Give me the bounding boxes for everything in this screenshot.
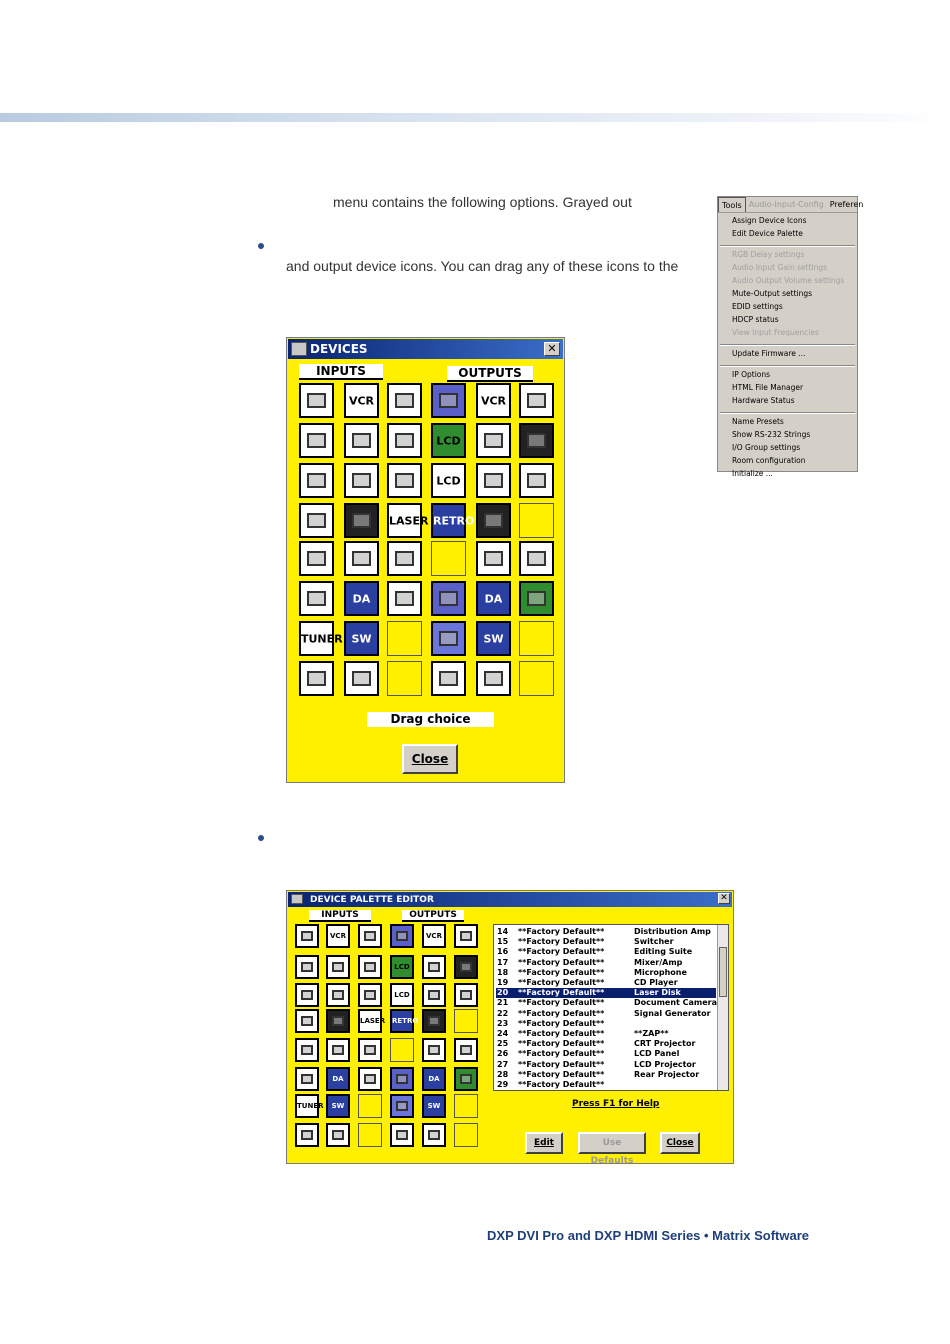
empty-slot [454,1123,478,1147]
list-item-source: **Factory Default** [518,1069,605,1079]
amplifier-icon[interactable] [387,581,422,616]
list-item-name: LCD Panel [634,1049,680,1059]
amplifier-icon-shape [364,1074,376,1084]
signal-generator-icon[interactable] [454,1038,478,1062]
monitor-icon-shape [439,591,458,607]
mic-stand-icon[interactable] [387,541,422,576]
sw-icon[interactable] [476,621,511,656]
list-item-number: 17 [497,957,509,967]
monitor-icon[interactable] [431,383,466,418]
speakers-icon-shape [527,433,546,449]
turntable-icon-shape [364,990,376,1000]
menu-item-hardware-status[interactable]: Hardware Status [732,396,795,405]
help-link[interactable]: Press F1 for Help [572,1099,660,1109]
laptop-icon[interactable] [299,463,334,498]
menu-item-hdcp-status[interactable]: HDCP status [732,315,779,324]
list-item-source: **Factory Default** [518,937,605,947]
list-item-number: 16 [497,947,509,957]
list-item-name: Mixer/Amp [634,957,683,967]
palette-editor-dialog [286,890,734,1164]
menu-item-audio-input-gain-settings[interactable]: Audio Input Gain settings [732,263,828,272]
lcd-panel-icon[interactable] [390,955,414,979]
tools-menu [717,196,864,478]
tuner-icon[interactable] [299,621,343,656]
page-footer: DXP DVI Pro and DXP HDMI Series • Matrix Software [487,1228,809,1243]
microphone-icon-shape [395,433,414,449]
control-panel-icon[interactable] [476,661,511,696]
laptop-icon[interactable] [295,983,319,1007]
empty-slot [390,1038,414,1062]
list-item-source: **Factory Default** [518,998,605,1008]
list-item-source: **Factory Default** [518,1018,605,1028]
telephone-icon[interactable] [326,1009,350,1033]
inputs-label: INPUTS [299,364,383,380]
camcorder-icon[interactable] [299,661,334,696]
telephone-icon[interactable] [422,1009,446,1033]
control-panel-icon-shape [352,671,371,687]
empty-slot [387,621,422,656]
da-icon-label: DA [332,1075,344,1083]
list-item[interactable] [496,998,716,1008]
list-item-name: Rear Projector [634,1069,700,1079]
tuner-icon-label: TUNER [301,632,343,645]
microphone-icon-shape [364,962,376,972]
laser-disc-icon[interactable] [358,1009,386,1033]
list-item-source: **Factory Default** [518,957,605,967]
close-button[interactable]: Close [402,744,458,774]
empty-slot [454,1094,478,1118]
laser-disc-icon[interactable] [387,503,429,538]
empty-slot [387,661,422,696]
empty-slot [431,541,466,576]
menu-item-name-presets[interactable]: Name Presets [732,417,784,426]
list-item-source: **Factory Default** [518,1008,605,1018]
cassette-deck-icon-shape [460,931,472,941]
cassette-deck-icon-shape [332,962,344,972]
sw-icon-label: SW [331,1102,345,1110]
menu-item-show-rs-232-strings[interactable]: Show RS-232 Strings [732,430,811,439]
vcr-icon[interactable] [344,383,379,418]
headphones-icon[interactable] [454,983,478,1007]
menu-item-edit-device-palette[interactable]: Edit Device Palette [732,229,803,238]
laser-disc-icon-label: LASER [389,514,429,527]
list-item-name: **ZAP** [634,1029,669,1038]
list-item[interactable] [496,1029,716,1039]
list-item-number: 21 [497,998,509,1008]
crt-monitor-icon[interactable] [431,621,466,656]
cassette-deck-icon-shape [364,931,376,941]
signal-generator-icon-shape [460,1045,472,1055]
satellite-dish-icon-shape [307,591,326,607]
cassette-deck-icon-shape [428,962,440,972]
app-icon [291,894,303,904]
cassette-deck-icon[interactable] [476,423,511,458]
bullet-1 [258,243,264,249]
projection-screen-icon[interactable] [476,541,511,576]
vcr-icon-label: VCR [426,932,442,940]
lcd-projector-icon[interactable] [390,983,414,1007]
projection-screen-icon[interactable] [344,541,379,576]
amplifier-icon[interactable] [358,1067,382,1091]
menu-separator [720,365,855,367]
header-rule [0,113,950,122]
list-item[interactable] [496,988,716,998]
sw-icon[interactable] [422,1094,446,1118]
camcorder-icon-shape [301,1130,313,1140]
menu-item-update-firmware[interactable]: Update Firmware ... [732,349,806,358]
menubar-audio-input-config[interactable]: Audio-Input-Config [748,200,824,209]
cassette-deck-icon[interactable] [454,924,478,948]
cassette-deck-icon[interactable] [326,955,350,979]
telephone-icon-shape [484,513,503,529]
palette-editor-titlebar [288,892,732,907]
list-item-number: 26 [497,1049,509,1059]
menu-separator [720,344,855,346]
control-panel-icon-shape [484,671,503,687]
list-item-name: LCD Projector [634,1059,696,1069]
printer-icon-shape [439,671,458,687]
list-item-number: 22 [497,1008,509,1018]
da-icon-label: DA [428,1075,440,1083]
da-icon-label: DA [352,592,371,605]
projection-screen-icon-shape [428,1045,440,1055]
list-item-number: 24 [497,1029,509,1038]
speakers-icon-shape [460,962,472,972]
control-panel-icon[interactable] [326,1123,350,1147]
list-item-name: Editing Suite [634,947,693,957]
list-item[interactable] [496,1060,716,1070]
editor-close-button[interactable]: Close [660,1132,700,1154]
scroll-thumb[interactable] [719,947,727,997]
list-item-source: **Factory Default** [518,1039,605,1049]
list-item-number: 18 [497,967,509,977]
list-item[interactable] [496,947,716,957]
menu-item-html-file-manager[interactable]: HTML File Manager [732,383,804,392]
menubar-preferences[interactable]: Preferen [829,200,864,209]
list-item-number: 20 [497,988,509,998]
menubar [718,197,864,213]
list-item-number: 19 [497,978,509,987]
list-item-number: 15 [497,937,509,947]
close-icon[interactable]: ✕ [718,893,730,904]
list-item-source: **Factory Default** [518,978,605,987]
menu-item-room-configuration[interactable]: Room configuration [732,456,806,465]
projection-screen-icon-shape [484,551,503,567]
laptop-icon-shape [307,473,326,489]
camcorder-icon[interactable] [295,1123,319,1147]
retro-icon-label: RETRO [433,514,475,527]
close-icon[interactable]: ✕ [544,342,560,356]
vcr-icon-label: VCR [348,394,375,407]
vcr-icon[interactable] [326,924,350,948]
lcd-projector-icon[interactable] [431,463,466,498]
lcd-panel-icon-label: LCD [394,963,410,971]
printer-icon[interactable] [431,661,466,696]
satellite-icon-shape [307,551,326,567]
da-icon[interactable] [344,581,379,616]
bullet-2 [258,835,264,841]
use-defaults-button[interactable]: Use Defaults [578,1132,646,1154]
oscilloscope-icon[interactable] [454,1067,478,1091]
microphone-icon[interactable] [387,423,422,458]
palette-editor-title: DEVICE PALETTE EDITOR [310,894,434,905]
list-item-number: 29 [497,1080,509,1089]
satellite-icon-shape [301,1045,313,1055]
telephone-icon-shape [352,513,371,529]
monitor-icon[interactable] [390,1067,414,1091]
monitor-icon-shape [396,931,408,941]
intro-line-2: and output device icons. You can drag any of these icons to the [286,258,679,274]
videophone-icon-shape [307,513,326,529]
drag-choice-label: Drag choice [367,712,494,727]
list-item-name: Document Camera [634,998,718,1008]
sw-icon[interactable] [326,1094,350,1118]
monitor-icon-shape [396,1074,408,1084]
mic-stand-icon[interactable] [358,1038,382,1062]
signal-generator-icon[interactable] [519,541,554,576]
list-item[interactable] [496,1070,716,1080]
cassette-deck-icon[interactable] [519,383,554,418]
computer-icon-shape [301,931,313,941]
list-item-name: Switcher [634,937,674,947]
monitor-icon[interactable] [431,581,466,616]
list-item[interactable] [496,968,716,978]
crt-monitor-icon[interactable] [390,1094,414,1118]
printer-icon-shape [396,1130,408,1140]
list-item-source: **Factory Default** [518,1059,605,1069]
satellite-dish-icon[interactable] [299,581,334,616]
list-item[interactable] [496,927,716,937]
sw-icon-label: SW [427,1102,441,1110]
document-camera-icon[interactable] [295,955,319,979]
turntable-icon[interactable] [387,463,422,498]
menu-separator [720,245,855,247]
empty-slot [519,503,554,538]
da-icon[interactable] [422,1067,446,1091]
satellite-dish-icon[interactable] [295,1067,319,1091]
devices-titlebar [288,339,563,359]
computer-icon[interactable] [299,383,334,418]
laser-disc-icon-label: LASER [360,1017,386,1025]
video-player-icon[interactable] [326,983,350,1007]
retro-icon-label: RETRO [392,1017,419,1025]
da-icon[interactable] [326,1067,350,1091]
tuner-icon[interactable] [295,1094,324,1118]
headphones-icon-shape [460,990,472,1000]
crt-monitor-icon-shape [396,1101,408,1111]
list-item-name: CD Player [634,978,678,987]
mixer-icon-shape [428,990,440,1000]
document-camera-icon-shape [307,433,326,449]
menu-item-edid-settings[interactable]: EDID settings [732,302,783,311]
video-player-icon[interactable] [344,463,379,498]
projection-screen-icon-shape [332,1045,344,1055]
computer-icon-shape [307,393,326,409]
printer-icon[interactable] [390,1123,414,1147]
da-icon[interactable] [476,581,511,616]
control-panel-icon[interactable] [422,1123,446,1147]
menu-item-audio-output-volume-settings[interactable]: Audio Output Volume settings [732,276,845,285]
empty-slot [454,1009,478,1033]
cassette-deck-icon-shape [527,393,546,409]
cassette-deck-icon[interactable] [387,383,422,418]
video-player-icon-shape [352,473,371,489]
video-player-icon-shape [332,990,344,1000]
crt-monitor-icon-shape [439,631,458,647]
list-item-source: **Factory Default** [518,1080,605,1089]
menu-item-mute-output-settings[interactable]: Mute-Output settings [732,289,813,298]
lcd-panel-icon[interactable] [431,423,466,458]
list-item-source: **Factory Default** [518,1029,605,1038]
videophone-icon[interactable] [299,503,334,538]
laptop-icon-shape [301,990,313,1000]
list-item-source: **Factory Default** [518,967,605,977]
list-item-name: Microphone [634,967,687,977]
telephone-icon[interactable] [344,503,379,538]
list-item-name: CRT Projector [634,1039,696,1049]
projection-screen-icon-shape [352,551,371,567]
empty-slot [519,661,554,696]
headphones-icon-shape [527,473,546,489]
retro-icon[interactable] [390,1009,419,1033]
turntable-icon-shape [395,473,414,489]
editor-inputs-label: INPUTS [309,910,371,922]
edit-button[interactable]: Edit [525,1132,563,1154]
menubar-tools[interactable]: Tools [718,197,746,212]
control-panel-icon-shape [332,1130,344,1140]
menu-item-i-o-group-settings[interactable]: I/O Group settings [732,443,801,452]
list-item[interactable] [496,937,716,947]
mixer-icon[interactable] [422,983,446,1007]
list-item[interactable] [496,978,716,988]
devices-dialog [286,337,565,783]
sw-icon-label: SW [351,632,372,645]
list-item[interactable] [496,1080,716,1090]
oscilloscope-icon-shape [460,1074,472,1084]
cassette-deck-icon-shape [395,393,414,409]
oscilloscope-icon[interactable] [519,581,554,616]
editor-outputs-label: OUTPUTS [402,910,464,922]
device-list[interactable] [493,924,729,1091]
satellite-icon[interactable] [299,541,334,576]
retro-icon[interactable] [431,503,475,538]
list-item[interactable] [496,958,716,968]
monitor-icon-shape [439,393,458,409]
projection-screen-icon[interactable] [326,1038,350,1062]
sw-icon[interactable] [344,621,379,656]
list-item-number: 28 [497,1069,509,1079]
menu-item-view-input-frequencies[interactable]: View Input Frequencies [732,328,819,337]
list-item-source: **Factory Default** [518,988,605,998]
vcr-icon-label: VCR [330,932,346,940]
empty-slot [358,1123,382,1147]
lcd-projector-icon-label: LCD [394,991,410,999]
list-item[interactable] [496,1009,716,1019]
turntable-icon[interactable] [358,983,382,1007]
oscilloscope-icon-shape [527,591,546,607]
videophone-icon[interactable] [295,1009,319,1033]
telephone-icon-shape [428,1016,440,1026]
satellite-dish-icon-shape [301,1074,313,1084]
headphones-icon[interactable] [519,463,554,498]
document-camera-icon[interactable] [299,423,334,458]
list-item-source: **Factory Default** [518,1049,605,1059]
list-item-number: 25 [497,1039,509,1049]
projection-screen-icon[interactable] [422,1038,446,1062]
list-scrollbar[interactable] [717,925,728,1090]
microphone-icon[interactable] [358,955,382,979]
lcd-panel-icon-label: LCD [436,434,461,447]
videophone-icon-shape [301,1016,313,1026]
list-item[interactable] [496,1039,716,1049]
telephone-icon[interactable] [476,503,511,538]
speakers-icon[interactable] [454,955,478,979]
cassette-deck-icon[interactable] [344,423,379,458]
list-item-number: 23 [497,1018,509,1028]
control-panel-icon[interactable] [344,661,379,696]
mixer-icon[interactable] [476,463,511,498]
control-panel-icon-shape [428,1130,440,1140]
da-icon-label: DA [484,592,503,605]
app-icon [291,342,307,356]
lcd-projector-icon-label: LCD [436,474,461,487]
list-item-number: 27 [497,1059,509,1069]
vcr-icon[interactable] [422,924,446,948]
empty-slot [519,621,554,656]
cassette-deck-icon-shape [484,433,503,449]
camcorder-icon-shape [307,671,326,687]
tuner-icon-label: TUNER [297,1102,324,1110]
devices-title: DEVICES [310,342,368,356]
computer-icon[interactable] [295,924,319,948]
satellite-icon[interactable] [295,1038,319,1062]
mic-stand-icon-shape [364,1045,376,1055]
amplifier-icon-shape [395,591,414,607]
document-camera-icon-shape [301,962,313,972]
list-item-name: Laser Disk [634,988,681,998]
sw-icon-label: SW [483,632,504,645]
signal-generator-icon-shape [527,551,546,567]
menu-item-ip-options[interactable]: IP Options [732,370,771,379]
cassette-deck-icon[interactable] [358,924,382,948]
telephone-icon-shape [332,1016,344,1026]
menu-item-rgb-delay-settings[interactable]: RGB Delay settings [732,250,805,259]
list-item[interactable] [496,1049,716,1059]
mic-stand-icon-shape [395,551,414,567]
intro-line-1: menu contains the following options. Grayed out [333,194,632,210]
menu-separator [720,412,855,414]
cassette-deck-icon-shape [352,433,371,449]
list-item[interactable] [496,1019,716,1029]
list-item-name: Distribution Amp [634,927,711,936]
vcr-icon[interactable] [476,383,511,418]
cassette-deck-icon[interactable] [422,955,446,979]
speakers-icon[interactable] [519,423,554,458]
list-item-source: **Factory Default** [518,927,605,936]
monitor-icon[interactable] [390,924,414,948]
empty-slot [358,1094,382,1118]
list-item-number: 14 [497,927,509,936]
list-item-name: Signal Generator [634,1008,711,1018]
list-item-source: **Factory Default** [518,947,605,957]
outputs-label: OUTPUTS [447,366,533,382]
vcr-icon-label: VCR [480,394,507,407]
menu-item-initialize[interactable]: Initialize ... [732,469,773,478]
menu-item-assign-device-icons[interactable]: Assign Device Icons [732,216,807,225]
mixer-icon-shape [484,473,503,489]
